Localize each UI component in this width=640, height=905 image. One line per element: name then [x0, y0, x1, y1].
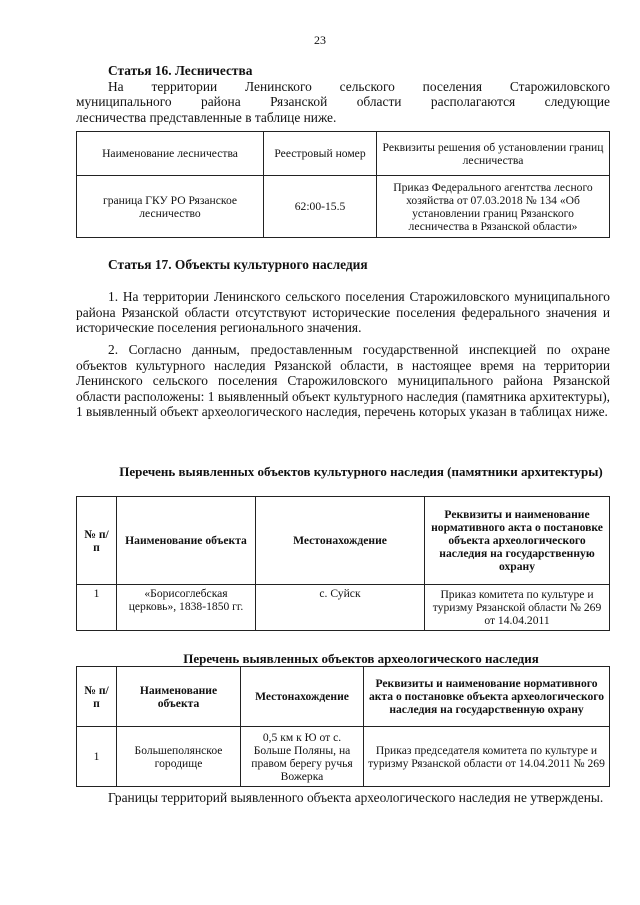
architecture-header-num: № п/п [77, 497, 117, 585]
page-number: 23 [314, 33, 326, 47]
archaeology-cell-location: 0,5 км к Ю от с. Больше Поляны, на правом берегу ручья Вожерка [241, 727, 364, 787]
forestry-header-name: Наименование лесничества [77, 132, 264, 176]
architecture-header-location: Местонахождение [256, 497, 425, 585]
archaeology-cell-num: 1 [77, 727, 117, 787]
architecture-cell-details: Приказ комитета по культуре и туризму Рязанской области № 269 от 14.04.2011 [425, 585, 610, 631]
article16-section [76, 63, 610, 125]
archaeology-table-header-row [77, 667, 610, 727]
forestry-header-number: Реестровый номер [264, 132, 377, 176]
article16-line-1: На территории Ленинского сельского поселения Старожиловского [108, 78, 610, 94]
architecture-cell-num: 1 [77, 585, 117, 631]
architecture-cell-name: «Борисоглебская церковь», 1838-1850 гг. [117, 585, 256, 631]
table-row [77, 176, 610, 238]
architecture-table [76, 496, 610, 631]
archaeology-cell-name: Большеполянское городище [117, 727, 241, 787]
archaeology-table [76, 666, 610, 787]
archaeology-header-name: Наименование объекта [117, 667, 241, 727]
forestry-cell-name: граница ГКУ РО Рязанское лесничество [77, 176, 264, 238]
forestry-cell-number: 62:00-15.5 [264, 176, 377, 238]
architecture-cell-location: с. Суйск [256, 585, 425, 631]
article17-paragraph-1: 1. На территории Ленинского сельского поселения Старожиловского муниципального района Рязанской области отсутствуют исторические поселения федерального значения и исторические поселения регионального значения. [76, 289, 610, 335]
archaeology-cell-details: Приказ председателя комитета по культуре и туризму Рязанской области от 14.04.2011 № 269 [364, 727, 610, 787]
architecture-table-title: Перечень выявленных объектов культурного наследия (памятники архитектуры) [119, 464, 603, 479]
architecture-header-details: Реквизиты и наименование нормативного акта о постановке объекта археологического наследия на государственную охрану [425, 497, 610, 585]
archaeology-table-title: Перечень выявленных объектов археологического наследия [183, 651, 539, 666]
article17-section [76, 257, 610, 273]
closing-paragraph: Границы территорий выявленного объекта археологического наследия не утверждены. [108, 790, 604, 805]
architecture-header-name: Наименование объекта [117, 497, 256, 585]
forestry-table-header-row [77, 132, 610, 176]
article16-line-2: муниципального района Рязанской области располагаются следующие [76, 94, 610, 109]
table-row [77, 727, 610, 787]
forestry-header-details: Реквизиты решения об установлении границ лесничества [377, 132, 610, 176]
table-row [77, 585, 610, 631]
architecture-table-header-row [77, 497, 610, 585]
article17-paragraph-2: 2. Согласно данным, предоставленным государственной инспекцией по охране объектов культурного наследия Рязанской области, в настоящее время на территории Ленинского сельского поселения Старожиловского муниципального района Рязанской области расположены: 1 выявленный объект культурного наследия (памятника архитектуры), 1 выявленный объект археологического наследия, перечень которых указан в таблицах ниже. [76, 342, 610, 419]
article17-heading: Статья 17. Объекты культурного наследия [108, 257, 368, 272]
archaeology-header-location: Местонахождение [241, 667, 364, 727]
article16-line-3: лесничества представленные в таблице ниже. [76, 109, 337, 125]
forestry-table [76, 131, 610, 238]
article16-heading: Статья 16. Лесничества [108, 63, 253, 78]
forestry-cell-details: Приказ Федерального агентства лесного хозяйства от 07.03.2018 № 134 «Об установлении границ Рязанского лесничества в Рязанской области» [377, 176, 610, 238]
archaeology-header-details: Реквизиты и наименование нормативного акта о постановке объекта археологического наследия на государственную охрану [364, 667, 610, 727]
archaeology-header-num: № п/п [77, 667, 117, 727]
